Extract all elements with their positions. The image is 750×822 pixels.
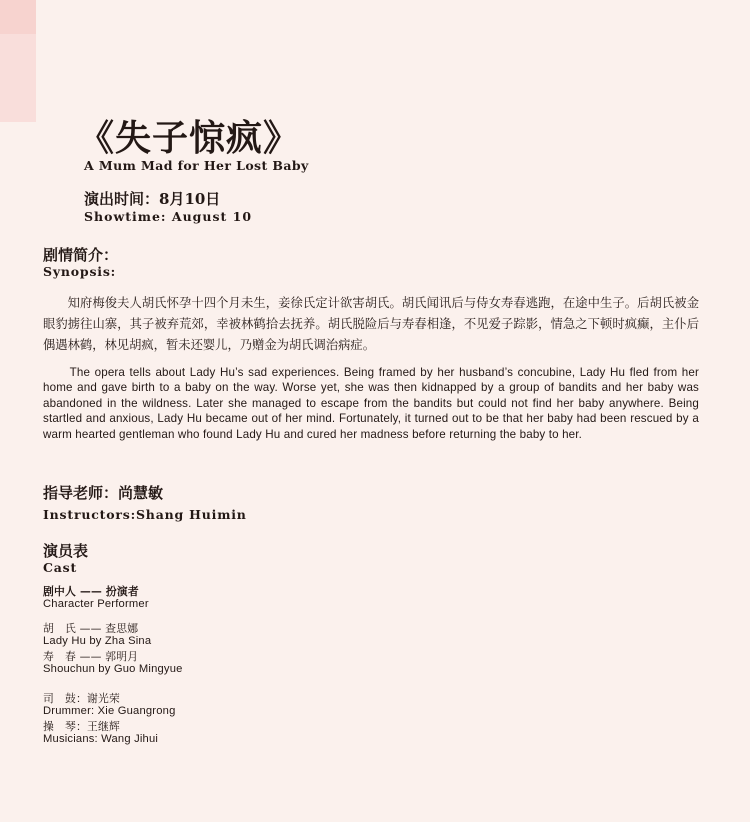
- synopsis-text-en: The opera tells about Lady Hu’s sad experiences. Being framed by her husband’s concubine, Lady Hu fled from her home and gave birth to a baby on the way. Worse yet, she was then kidnapped by a group of bandits and her baby was abandoned in the wildness. Later she managed to escape from the bandits but could not find her baby anywhere. Being startled and anxious, Lady Hu became out of her mind. Fortunately, it turned out to be that her baby had been rescued by a warm hearted gentleman who found Lady Hu and cured her madness before returning the baby to her.: [43, 366, 699, 441]
- musician-zh: 司 鼓：谢光荣: [43, 692, 120, 705]
- corner-notch: [0, 0, 36, 34]
- cast-header-zh: 剧中人 —— 扮演者: [43, 585, 139, 598]
- synopsis-heading-zh: 剧情简介：: [43, 246, 119, 264]
- cast-header-en: Character Performer: [43, 598, 149, 610]
- corner-decoration: [0, 0, 36, 122]
- cast-role-zh: 寿 春 —— 郭明月: [43, 650, 139, 663]
- synopsis-text-zh: 知府梅俊夫人胡氏怀孕十四个月未生，妾徐氏定计欲害胡氏。胡氏闻讯后与侍女寿春逃跑，在途中生子。后胡氏被金眼豹掳往山寨，其子被弃荒郊，幸被林鹤拾去抚养。胡氏脱险后与寿春相逢，不见爱子踪影，情急之下顿时疯癫，主仆后偶遇林鹤，林见胡疯，暂未还婴儿，乃赠金为胡氏调治病症。: [43, 296, 699, 352]
- instructors-zh: 指导老师：尚慧敏: [43, 484, 164, 502]
- cast-role-en: Shouchun by Guo Mingyue: [43, 663, 183, 675]
- instructors-en: Instructors:Shang Huimin: [43, 507, 247, 522]
- synopsis-heading-en: Synopsis:: [43, 264, 117, 279]
- musician-en: Drummer: Xie Guangrong: [43, 705, 176, 717]
- cast-role-zh: 胡 氏 —— 查思娜: [43, 622, 139, 635]
- cast-heading-zh: 演员表: [43, 542, 89, 560]
- page-subtitle: A Mum Mad for Her Lost Baby: [84, 158, 309, 173]
- showtime-zh: 演出时间：8月10日: [84, 190, 221, 208]
- showtime-en: Showtime: August 10: [84, 209, 253, 224]
- musician-en: Musicians: Wang Jihui: [43, 733, 159, 745]
- musician-zh: 操 琴：王继辉: [43, 720, 120, 733]
- cast-heading-en: Cast: [43, 560, 78, 575]
- cast-role-en: Lady Hu by Zha Sina: [43, 635, 152, 647]
- page-title: 《失子惊疯》: [78, 118, 301, 159]
